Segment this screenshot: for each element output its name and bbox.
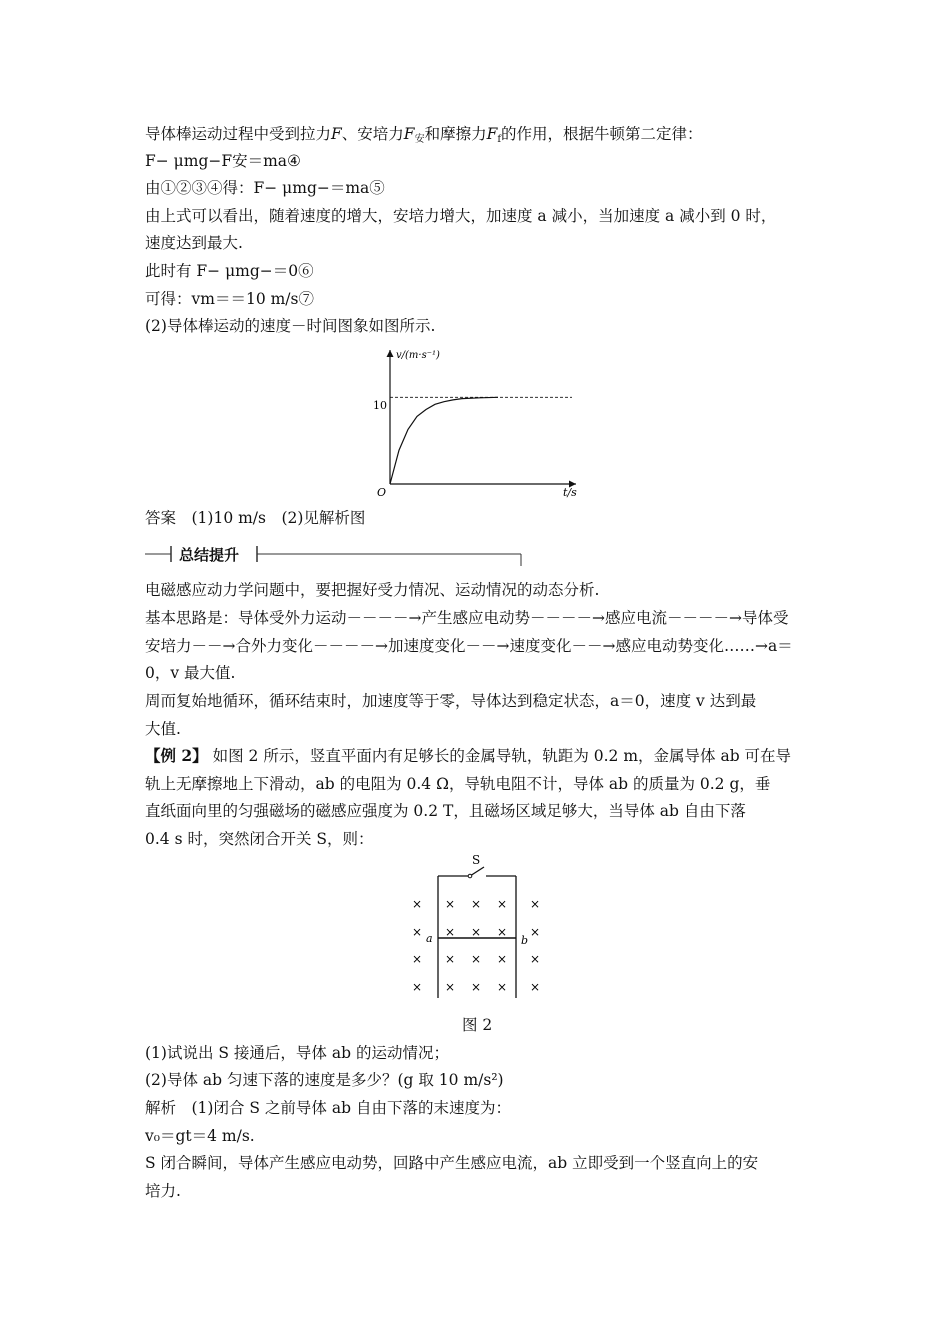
field-cross: ×: [530, 925, 541, 939]
field-cross: ×: [471, 952, 482, 966]
summary-line-1: 电磁感应动力学问题中，要把握好受力情况、运动情况的动态分析.: [145, 581, 600, 599]
var-F: F: [486, 125, 498, 143]
field-cross: ×: [471, 897, 482, 911]
field-cross: ×: [530, 980, 541, 994]
subscript: 安: [414, 134, 425, 145]
summary-line-5: 周而复始地循环，循环结束时，加速度等于零，导体达到稳定状态，a＝0，速度 v 达到最: [145, 692, 757, 710]
field-cross: ×: [445, 925, 456, 939]
figure-2-caption: 图 2: [462, 1016, 493, 1034]
summary-line-3: 安培力－－→合外力变化－－－－→加速度变化－－→速度变化－－→感应电动势变化……→a＝: [145, 637, 793, 655]
x-axis-label: t/s: [563, 486, 577, 498]
subscript: f: [497, 134, 502, 145]
example2-line-3: 直纸面向里的匀强磁场的磁感应强度为 0.2 T，且磁场区域足够大，当导体 ab 自由下落: [145, 802, 746, 820]
solution2-line-2: v₀＝gt＝4 m/s.: [145, 1127, 255, 1145]
field-cross: ×: [471, 925, 482, 939]
var-F: F: [403, 125, 415, 143]
y-axis-label: v/(m·s⁻¹): [396, 350, 440, 361]
label-a: a: [426, 932, 433, 945]
velocity-time-chart: [360, 342, 600, 498]
answer-line: 答案 (1)10 m/s (2)见解析图: [145, 509, 366, 527]
text: 、安培力: [341, 125, 404, 143]
text: 如图 2 所示，竖直平面内有足够长的金属导轨，轨距为 0.2 m，金属导体 ab 可在导: [207, 747, 792, 765]
field-cross: ×: [530, 897, 541, 911]
text: 和摩擦力: [424, 125, 487, 143]
switch-contact: [468, 874, 472, 878]
summary-line-6: 大值.: [145, 720, 181, 738]
text: 的作用，根据牛顿第二定律：: [501, 125, 703, 143]
solution-line-forces: [145, 124, 703, 150]
var-F: F: [331, 125, 342, 143]
example-tag: 【例 2】: [145, 746, 208, 765]
example2-line-2: 轨上无摩擦地上下滑动，ab 的电阻为 0.4 Ω，导轨电阻不计，导体 ab 的质量为 0.2 g，垂: [145, 775, 771, 793]
field-cross: ×: [497, 925, 508, 939]
field-cross: ×: [412, 980, 423, 994]
field-cross: ×: [497, 980, 508, 994]
origin-label: O: [377, 486, 387, 498]
field-cross: ×: [445, 897, 456, 911]
label-b: b: [521, 934, 529, 947]
figure-2-circuit: [370, 852, 570, 1012]
field-cross: ×: [412, 925, 423, 939]
equation-6: 此时有 F− μmg−＝0⑥: [145, 262, 314, 280]
summary-heading: 总结提升: [175, 544, 243, 565]
analysis-line-1: 由上式可以看出，随着速度的增大，安培力增大，加速度 a 减小，当加速度 a 减小到 0 时，: [145, 207, 777, 225]
switch-blade: [470, 867, 484, 876]
solution2-line-4: 培力.: [145, 1182, 181, 1200]
field-cross: ×: [445, 980, 456, 994]
equation-4: F− μmg−F安＝ma④: [145, 152, 301, 170]
summary-line-4: 0，v 最大值.: [145, 664, 236, 682]
part2-line: (2)导体棒运动的速度－时间图象如图所示.: [145, 317, 436, 335]
solution2-line-1: 解析 (1)闭合 S 之前导体 ab 自由下落的末速度为：: [145, 1099, 511, 1117]
field-cross: ×: [497, 952, 508, 966]
example2-line-4: 0.4 s 时，突然闭合开关 S，则：: [145, 830, 374, 848]
field-cross: ×: [530, 952, 541, 966]
field-cross: ×: [412, 897, 423, 911]
velocity-curve: [390, 397, 498, 484]
question-1: (1)试说出 S 接通后，导体 ab 的运动情况；: [145, 1044, 449, 1062]
question-2: (2)导体 ab 匀速下落的速度是多少？(g 取 10 m/s²): [145, 1071, 504, 1089]
text: 导体棒运动过程中受到拉力: [145, 125, 332, 143]
field-cross: ×: [445, 952, 456, 966]
y-tick-label: 10: [373, 399, 387, 412]
summary-line-2: 基本思路是：导体受外力运动－－－－→产生感应电动势－－－－→感应电流－－－－→导体受: [145, 609, 789, 627]
field-cross: ×: [471, 980, 482, 994]
analysis-line-2: 速度达到最大.: [145, 234, 243, 252]
equation-5: 由①②③④得：F− μmg−＝ma⑤: [145, 179, 385, 197]
switch-label: S: [472, 853, 481, 867]
solution2-line-3: S 闭合瞬间，导体产生感应电动势，回路中产生感应电流，ab 立即受到一个竖直向上的安: [145, 1154, 759, 1172]
example2-line-1: [145, 746, 791, 766]
field-cross: ×: [497, 897, 508, 911]
summary-heading-box: [145, 540, 525, 568]
equation-7: 可得：vm＝＝10 m/s⑦: [145, 290, 314, 308]
field-cross: ×: [412, 952, 423, 966]
